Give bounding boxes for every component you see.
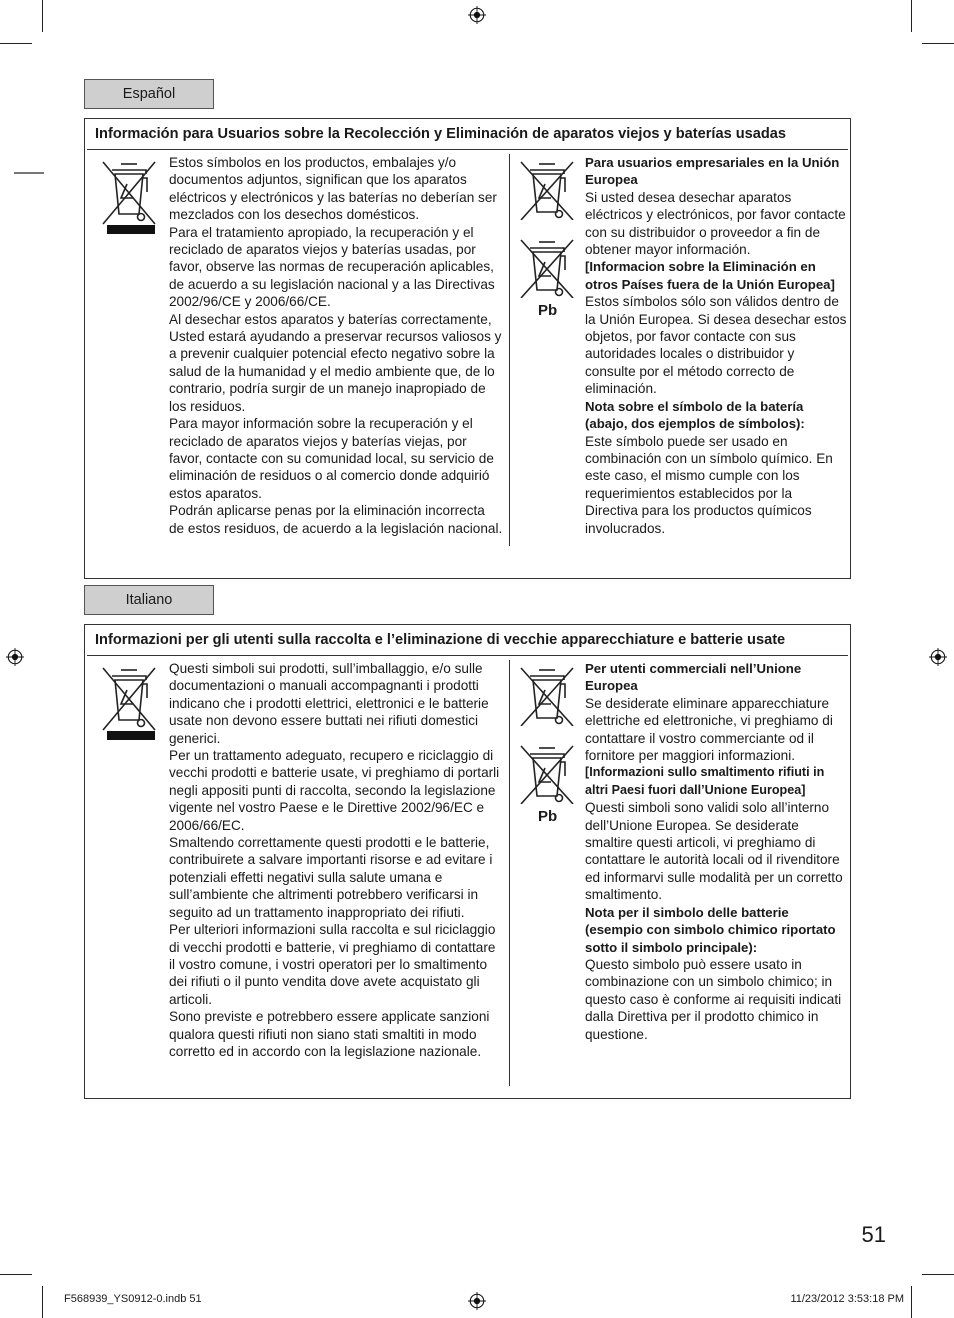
outside-eu-heading: [Informacion sobre la Eliminación en otros Países fuera de la Unión Europea] <box>585 259 835 292</box>
registration-mark-icon <box>468 1292 486 1310</box>
crop-mark <box>911 0 912 32</box>
column-divider <box>509 154 510 546</box>
section-spanish <box>84 118 851 579</box>
crop-mark <box>42 0 43 32</box>
crossed-out-wheelie-bin-icon <box>517 236 577 298</box>
battery-symbol-heading: Nota sobre el símbolo de la batería (abajo, dos ejemplos de símbolos): <box>585 398 805 432</box>
section-title: Informazioni per gli utenti sulla raccolta e l’eliminazione di vecchie apparecchiature e batterie usate <box>87 625 848 656</box>
registration-mark-icon <box>6 648 24 666</box>
registration-mark-icon <box>468 6 486 24</box>
paragraph: Al desechar estos aparatos y baterías correctamente, Usted estará ayudando a preservar recursos valiosos y a prevenir cualquier potencial efecto negativo sobre la salud de la humanidad y el medio ambiente que, de lo contrario, podría surgir de un manejo inapropiado de los residuos. <box>169 311 502 414</box>
paragraph: Estos símbolos en los productos, embalajes y/o documentos adjuntos, significan que los aparatos eléctricos y electrónicos y las baterías no deberían ser mezclados con los desechos domésticos. <box>169 155 497 223</box>
chemical-symbol-label: Pb <box>538 808 558 825</box>
outside-eu-heading: [Informazioni sullo smaltimento rifiuti in altri Paesi fuori dall’Unione Europea] <box>585 765 825 797</box>
section-italian <box>84 624 851 1099</box>
outside-eu-text: Questi simboli sono validi solo all’interno dell’Unione Europea. Se desiderate smaltire questi articoli, vi preghiamo di contattare le autorità locali od il rivenditore ed informarvi sulle modalità per un corretto smaltimento. <box>585 800 843 903</box>
left-column-text <box>169 660 503 1060</box>
crossed-out-wheelie-bin-icon <box>517 664 577 726</box>
chemical-symbol-label: Pb <box>538 302 558 319</box>
crop-mark <box>42 1286 43 1318</box>
registration-mark-icon <box>929 648 947 666</box>
paragraph: Per un trattamento adeguato, recupero e riciclaggio di vecchi prodotti e batterie usate, vi preghiamo di portarli negli appositi punti di raccolta, secondo la legislazione vigente nel vostro Paese e le Direttive 2002/96/EC e 2006/66/EC. <box>169 748 500 833</box>
right-column-text <box>585 660 847 1043</box>
paragraph: Smaltendo correttamente questi prodotti e le batterie, contribuirete a salvare importanti risorse e ad evitare i potenziali effetti negativi sulla salute umana e sull’ambiente che altrimenti potrebbero verificarsi in seguito ad un trattamento inappropriato dei rifiuti. <box>169 835 493 920</box>
footer-file-name: F568939_YS0912-0.indb 51 <box>64 1293 202 1305</box>
column-divider <box>509 660 510 1086</box>
battery-symbol-text: Questo simbolo può essere usato in combinazione con un simbolo chimico; in questo caso è conforme ai requisiti indicati dalla Direttiva per il prodotto chimico in questione. <box>585 956 842 1042</box>
margin-tick <box>14 172 44 174</box>
outside-eu-text: Estos símbolos sólo son válidos dentro de la Unión Europea. Si desea desechar estos objetos, por favor contacte con sus autoridades locales o distribuidor y consulte por el método correcto de eliminación. <box>585 294 847 397</box>
crossed-out-wheelie-bin-icon <box>517 742 577 804</box>
page-number: 51 <box>861 1222 886 1247</box>
crop-mark <box>911 1286 912 1318</box>
crossed-out-wheelie-bin-icon <box>99 664 159 740</box>
language-tab-italian: Italiano <box>84 585 214 615</box>
crossed-out-wheelie-bin-icon <box>99 158 159 234</box>
business-users-heading: Per utenti commerciali nell’Unione Europea <box>585 661 802 694</box>
paragraph: Podrán aplicarse penas por la eliminación incorrecta de estos residuos, de acuerdo a la legislación nacional. <box>169 503 503 536</box>
paragraph: Per ulteriori informazioni sulla raccolta e sul riciclaggio di vecchi prodotti e batterie, vi preghiamo di contattare il vostro comune, i vostri operatori per lo smaltimento dei rifiuti o il punto vendita dove avete acquistato gli articoli. <box>169 922 496 1007</box>
paragraph: Questi simboli sui prodotti, sull’imballaggio, e/o sulle documentazioni o manuali accompagnanti i prodotti indicano che i prodotti elettrici, elettronici e le batterie usate non devono essere buttati nei rifiuti domestici generici. <box>169 661 489 746</box>
left-column-text <box>169 154 503 537</box>
business-users-heading: Para usuarios empresariales en la Unión Europea <box>585 155 840 188</box>
crossed-out-wheelie-bin-icon <box>517 158 577 220</box>
battery-symbol-text: Este símbolo puede ser usado en combinación con un símbolo químico. En este caso, el mismo cumple con los requerimientos establecidos por la Directiva para los productos químicos involucrados. <box>585 433 833 536</box>
battery-symbol-heading: Nota per il simbolo delle batterie (esempio con simbolo chimico riportato sotto il simbolo principale): <box>585 904 836 955</box>
crop-mark <box>0 43 32 44</box>
crop-mark <box>922 1274 954 1275</box>
paragraph: Para el tratamiento apropiado, la recuperación y el reciclado de aparatos viejos y baterías usadas, por favor, observe las normas de recuperación aplicables, de acuerdo a su legislación nacional y a las Directivas 2002/96/CE y 2006/66/CE. <box>169 224 495 310</box>
business-users-text: Se desiderate eliminare apparecchiature elettriche ed elettroniche, vi preghiamo di contattare il vostro commerciante od il fornitore per maggiori informazioni. <box>585 695 833 764</box>
paragraph: Para mayor información sobre la recuperación y el reciclado de aparatos viejos y baterías viejas, por favor, contacte con su comunidad local, su servicio de eliminación de residuos o al comercio donde adquirió estos aparatos. <box>169 416 494 501</box>
crop-mark <box>922 43 954 44</box>
business-users-text: Si usted desea desechar aparatos eléctricos y electrónicos, por favor contacte con su distribuidor o proveedor a fin de obtener mayor información. <box>585 189 846 258</box>
paragraph: Sono previste e potrebbero essere applicate sanzioni qualora questi rifiuti non siano stati smaltiti in modo corretto ed in accordo con la legislazione nazionale. <box>169 1009 490 1059</box>
language-tab-spanish: Español <box>84 79 214 109</box>
right-column-text <box>585 154 847 537</box>
crop-mark <box>0 1274 32 1275</box>
footer-timestamp: 11/23/2012 3:53:18 PM <box>790 1293 904 1305</box>
section-title: Información para Usuarios sobre la Recolección y Eliminación de aparatos viejos y baterías usadas <box>87 119 848 150</box>
